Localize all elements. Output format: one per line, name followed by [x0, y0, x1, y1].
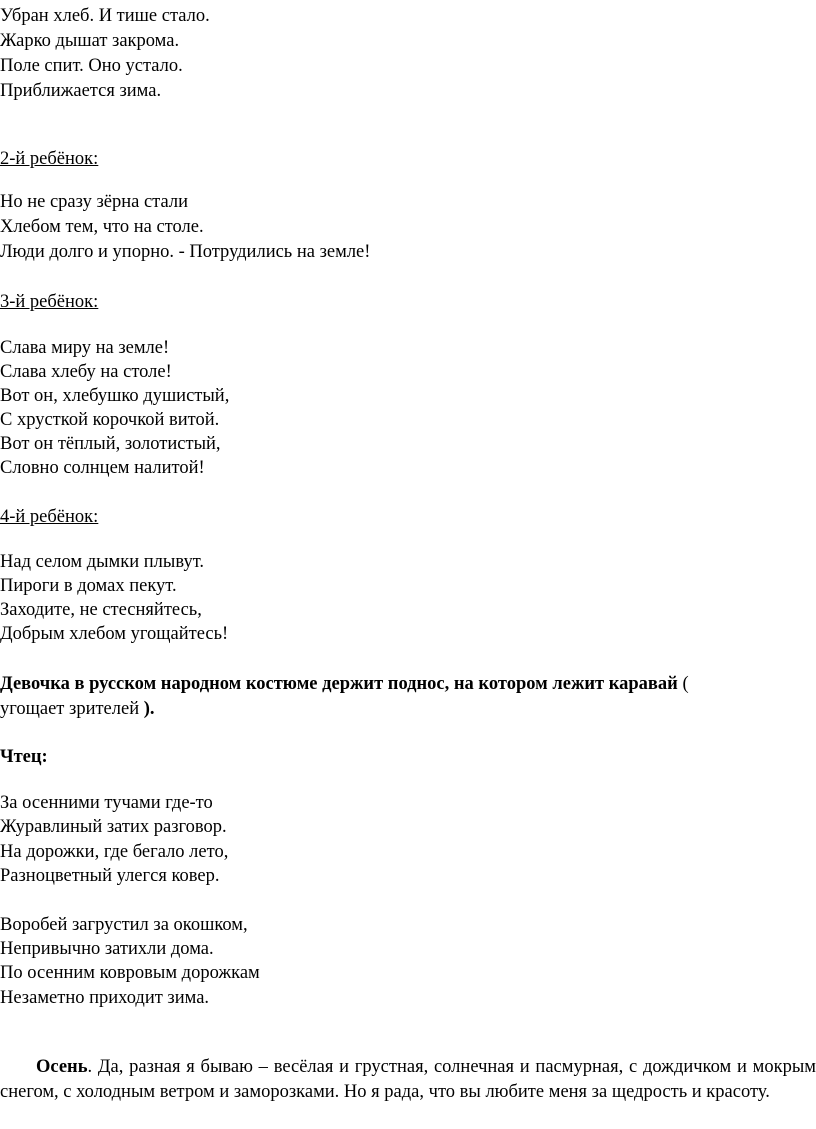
poem-line: Над селом дымки плывут.	[0, 552, 205, 572]
poem-line: С хрусткой корочкой витой.	[0, 410, 220, 430]
stage-direction-bold: Девочка в русском народном костюме держит поднос, на котором лежит каравай	[0, 674, 678, 694]
poem-line: Незаметно приходит зима.	[0, 988, 210, 1008]
speaker-label-child-3: 3-й ребёнок:	[0, 292, 99, 312]
stage-direction-text: угощает зрителей	[0, 699, 144, 719]
poem-line: Пироги в домах пекут.	[0, 576, 177, 596]
speaker-label-child-2: 2-й ребёнок:	[0, 149, 99, 169]
speaker-label-reader: Чтец:	[0, 747, 48, 767]
poem-line: Словно солнцем налитой!	[0, 458, 205, 478]
poem-line: Слава миру на земле!	[0, 338, 170, 358]
poem-line: За осенними тучами где-то	[0, 793, 213, 813]
stage-direction	[0, 672, 689, 696]
poem-line: Журавлиный затих разговор.	[0, 817, 227, 837]
speaker-name-autumn: Осень	[36, 1057, 88, 1077]
poem-line: Непривычно затихли дома.	[0, 939, 214, 959]
poem-line: Добрым хлебом угощайтесь!	[0, 624, 229, 644]
poem-line: Слава хлебу на столе!	[0, 362, 172, 382]
autumn-speech-paragraph	[0, 1055, 816, 1104]
poem-line: Убран хлеб. И тише стало.	[0, 6, 210, 26]
poem-line: Заходите, не стесняйтесь,	[0, 600, 202, 620]
stage-direction-continuation	[0, 697, 155, 721]
stage-direction-open-paren: (	[677, 674, 689, 694]
poem-line: На дорожки, где бегало лето,	[0, 842, 229, 862]
poem-line: Но не сразу зёрна стали	[0, 192, 188, 212]
poem-line: Вот он тёплый, золотистый,	[0, 434, 221, 454]
poem-line: Хлебом тем, что на столе.	[0, 217, 204, 237]
speaker-label-child-4: 4-й ребёнок:	[0, 507, 99, 527]
stage-direction-close-paren: ).	[143, 699, 155, 719]
poem-line: Разноцветный улегся ковер.	[0, 866, 220, 886]
poem-line: Поле спит. Оно устало.	[0, 56, 183, 76]
poem-line: Жарко дышат закрома.	[0, 31, 180, 51]
autumn-speech-text: . Да, разная я бываю – весёлая и грустная, солнечная и пасмурная, с дождичком и мокрым снегом, с холодным ветром и заморозками. Но я рада, что вы любите меня за щедрость и красоту.	[0, 1057, 816, 1102]
poem-line: Воробей загрустил за окошком,	[0, 915, 248, 935]
poem-line: По осенним ковровым дорожкам	[0, 963, 260, 983]
poem-line: Приближается зима.	[0, 81, 162, 101]
poem-line: Вот он, хлебушко душистый,	[0, 386, 230, 406]
poem-line: Люди долго и упорно. - Потрудились на земле!	[0, 242, 371, 262]
